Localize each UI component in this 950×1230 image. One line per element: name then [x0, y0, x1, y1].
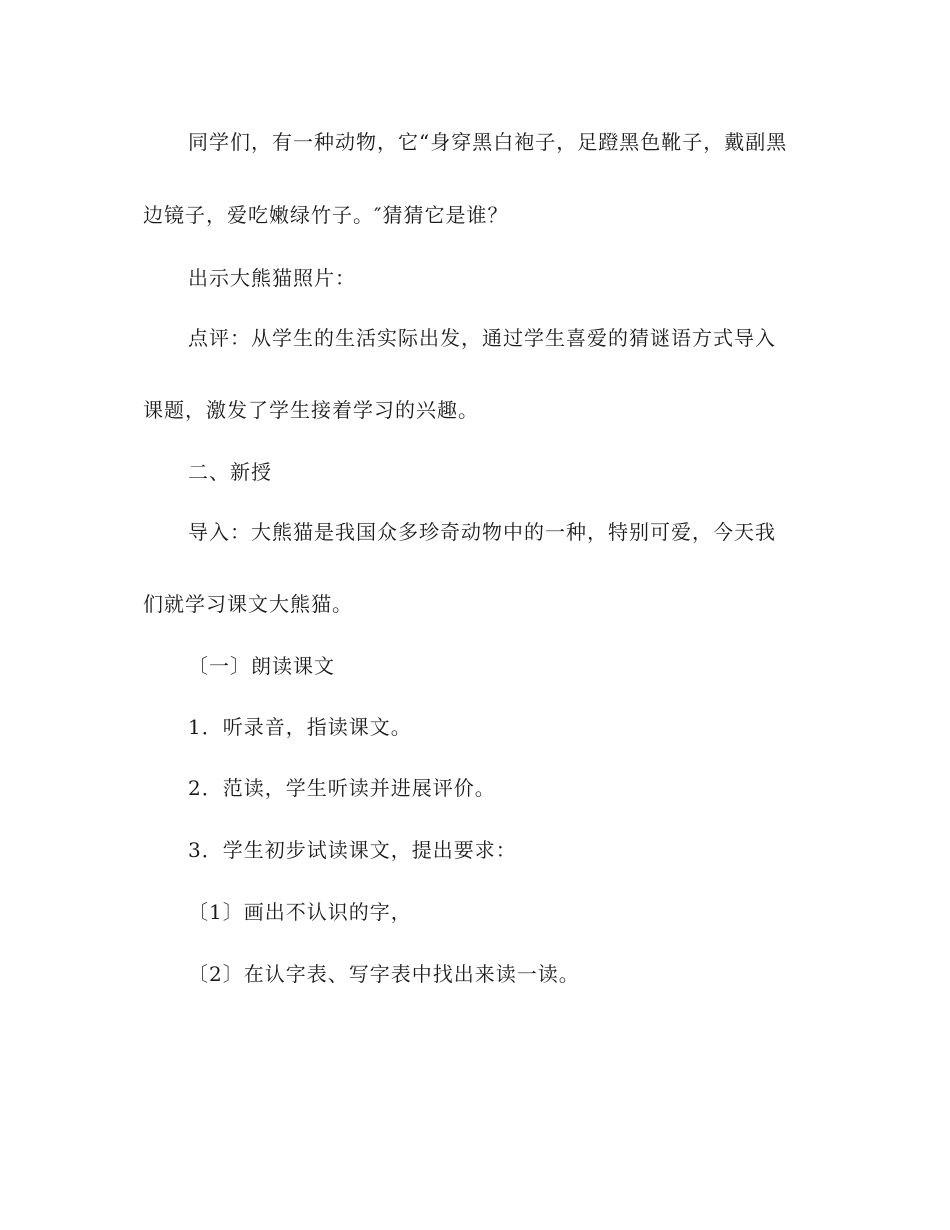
paragraph-intro-riddle-line-2: 边镜子，爱吃嫩绿竹子。″猜猜它是谁？ — [143, 203, 509, 227]
paragraph-comment-line-2: 课题，激发了学生接着学习的兴趣。 — [143, 398, 479, 422]
paragraph-lead-in-line-2: 们就学习课文大熊猫。 — [143, 592, 353, 616]
paragraph-lead-in-line-1: 导入：大熊猫是我国众多珍奇动物中的一种，特别可爱，今天我 — [188, 520, 776, 544]
section-heading-new: 二、新授 — [188, 460, 272, 484]
paragraph-intro-riddle-line-1: 同学们，有一种动物，它“身穿黑白袍子，足蹬黑色靴子，戴副黑 — [188, 130, 788, 154]
list-item-step-3: 3．学生初步试读课文，提出要求： — [188, 838, 517, 862]
list-item-step-2: 2．范读，学生听读并进展评价。 — [188, 776, 496, 800]
paragraph-comment-line-1: 点评：从学生的生活实际出发，通过学生喜爱的猜谜语方式导入 — [188, 326, 776, 350]
list-item-step-1: 1．听录音，指读课文。 — [188, 715, 412, 739]
paragraph-show-photo: 出示大熊猫照片： — [188, 266, 356, 290]
subsection-heading-read: 〔一〕朗读课文 — [188, 654, 335, 678]
list-item-req-2: 〔2〕在认字表、写字表中找出来读一读。 — [188, 962, 580, 986]
list-item-req-1: 〔1〕画出不认识的字， — [188, 900, 412, 924]
